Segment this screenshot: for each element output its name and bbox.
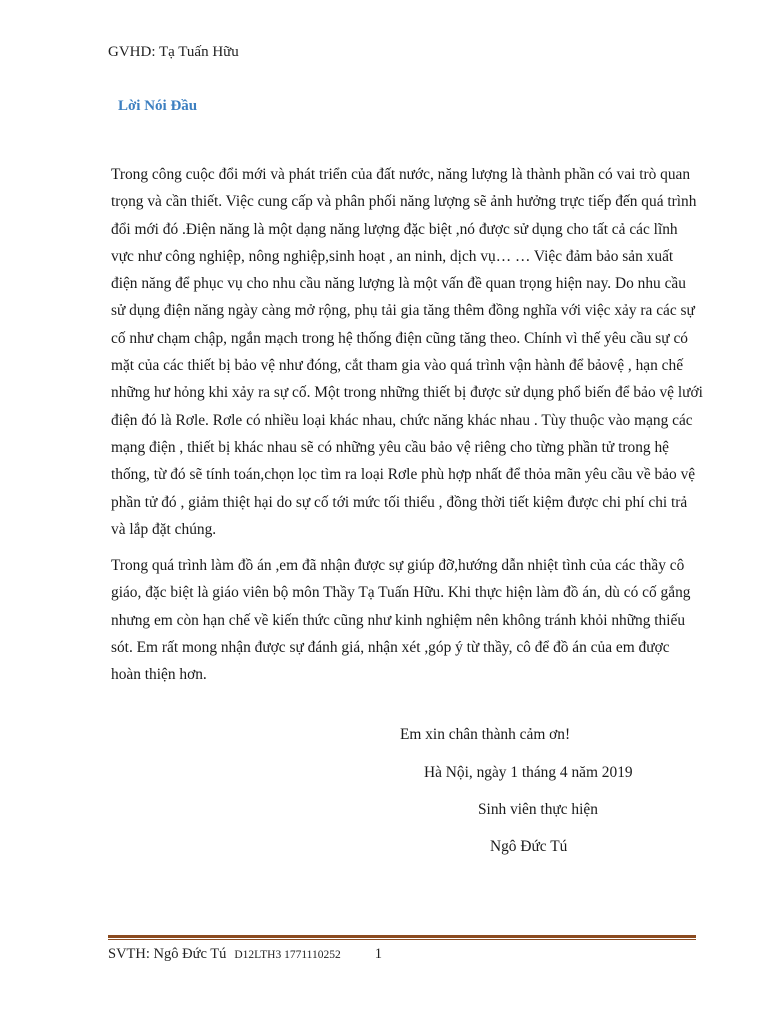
signature-date: Hà Nội, ngày 1 tháng 4 năm 2019 xyxy=(424,764,633,781)
signature-thanks: Em xin chân thành cảm ơn! xyxy=(400,726,571,743)
page-footer xyxy=(108,946,382,963)
paragraph-2: Trong quá trình làm đồ án ,em đã nhận được sự giúp đỡ,hướng dẫn nhiệt tình của các thầy cô giáo, đặc biệt là giáo viên bộ môn Thầy Tạ Tuấn Hữu. Khi thực hiện làm đồ án, dù có cố gắng nhưng em còn hạn chế về kiến thức cũng như kinh nghiệm nên không tránh khỏi những thiếu sót. Em rất mong nhận được sự đánh giá, nhận xét ,góp ý từ thầy, cô để đồ án của em được hoàn thiện hơn. xyxy=(111,557,691,684)
footer-author: SVTH: Ngô Đức Tú xyxy=(108,946,227,962)
signature-role: Sinh viên thực hiện xyxy=(478,801,598,818)
page-header: GVHD: Tạ Tuấn Hữu xyxy=(108,44,239,60)
signature-name: Ngô Đức Tú xyxy=(490,838,568,855)
footer-divider-thick xyxy=(108,935,696,938)
footer-divider-thin xyxy=(108,939,696,940)
footer-divider xyxy=(108,935,696,941)
footer-student-code: D12LTH3 1771110252 xyxy=(234,949,341,961)
paragraph-1: Trong công cuộc đổi mới và phát triển của đất nước, năng lượng là thành phần có vai trò quan trọng và cần thiết. Việc cung cấp và phân phối năng lượng sẽ ảnh hưởng trực tiếp đến quá trình đổi mới đó .Điện năng là một dạng năng lượng đặc biệt ,nó được sử dụng cho tất cả các lĩnh vực như công nghiệp, nông nghiệp,sinh hoạt , an ninh, dịch vụ… … Việc đảm bảo sản xuất điện năng để phục vụ cho nhu cầu năng lượng là một vấn đề quan trọng hiện nay. Do nhu cầu sử dụng điện năng ngày càng mở rộng, phụ tải gia tăng thêm đồng nghĩa với việc xảy ra các sự cố như chạm chập, ngắn mạch trong hệ thống điện cũng tăng theo. Chính vì thế yêu cầu sự có mặt của các thiết bị bảo vệ như đóng, cắt tham gia vào quá trình vận hành để bảovệ , hạn chế những hư hỏng khi xảy ra sự cố. Một trong những thiết bị được sử dụng phổ biến để bảo vệ lưới điện đó là Rơle. Rơle có nhiều loại khác nhau, chức năng khác nhau . Tùy thuộc vào mạng các mạng điện , thiết bị khác nhau sẽ có những yêu cầu bảo vệ riêng cho từng phần tử trong hệ thống, từ đó sẽ tính toán,chọn lọc tìm ra loại Rơle phù hợp nhất để thỏa mãn yêu cầu về bảo vệ phần tử đó , giảm thiệt hại do sự cố tới mức tối thiểu , đồng thời tiết kiệm được chi phí chi trả và lắp đặt chúng. xyxy=(111,166,703,538)
body-text xyxy=(111,161,703,689)
page-number: 1 xyxy=(374,946,382,962)
document-title: Lời Nói Đầu xyxy=(118,98,198,114)
